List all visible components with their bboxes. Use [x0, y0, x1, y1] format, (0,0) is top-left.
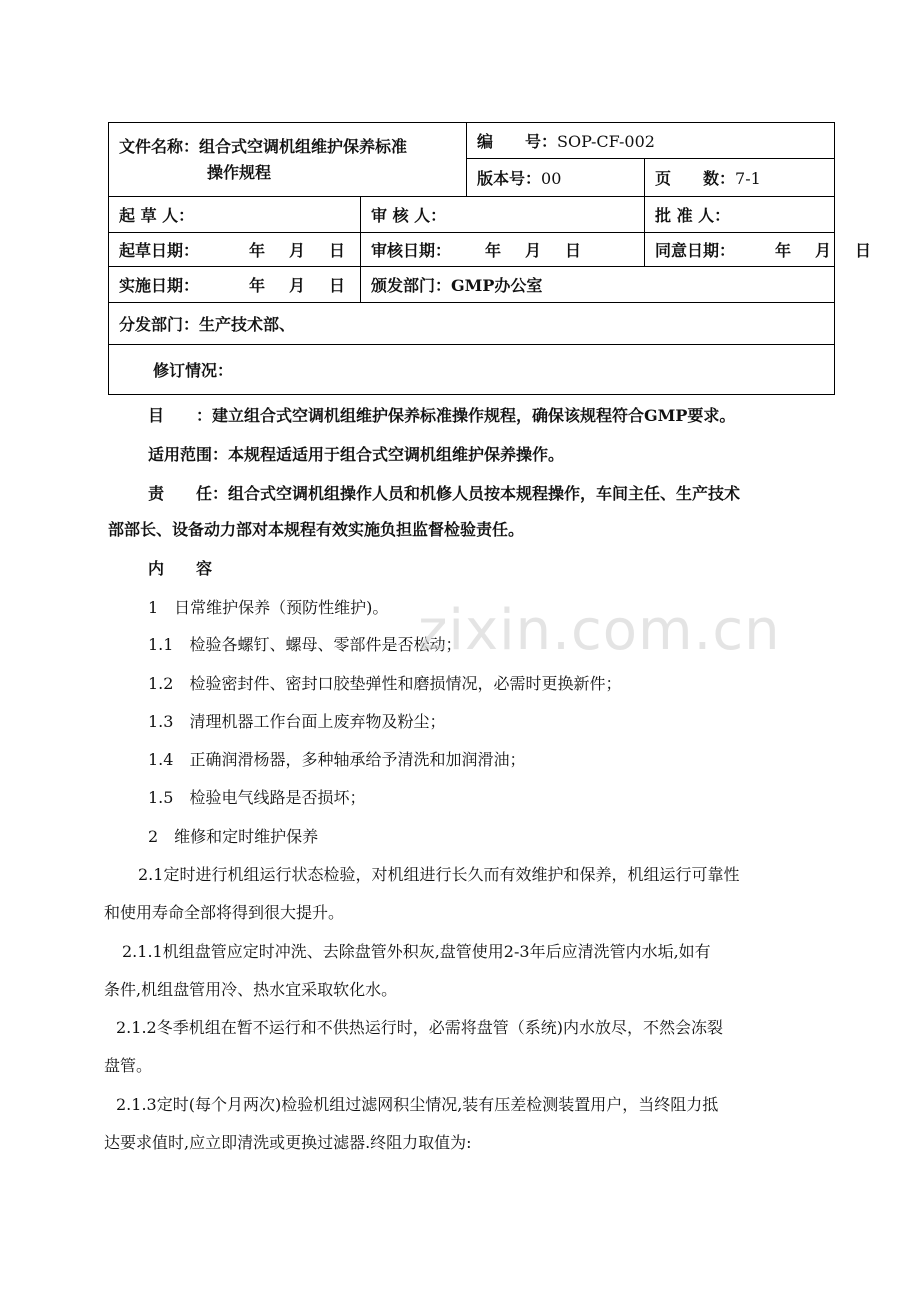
draft-date-cell: [109, 233, 361, 267]
section-2-1-3-line1: [116, 1094, 718, 1116]
drafter-label: 起 草 人：: [119, 206, 195, 225]
purpose-label: 目 ：: [148, 406, 213, 425]
scope-label: 适用范围：: [148, 445, 229, 464]
approver-cell: [645, 197, 835, 233]
pages-cell: [645, 159, 835, 197]
section-2-1-3-line2: [104, 1132, 472, 1154]
section-1-2: [148, 673, 621, 695]
version-label: 版本号：: [477, 169, 542, 188]
draft-year: 年: [249, 241, 266, 260]
approve-date-cell: [645, 233, 872, 267]
approve-day: 日: [855, 241, 872, 260]
issue-dept-value: GMP办公室: [451, 276, 543, 295]
section-2-text: 2 维修和定时维护保养: [148, 827, 319, 846]
code-label: 编 号：: [477, 132, 558, 151]
doc-name-line1: 组合式空调机组维护保养标准: [199, 136, 408, 156]
section-1-1-text: 1.1 检验各螺钉、螺母、零部件是否松动；: [148, 635, 462, 654]
version-cell: [467, 159, 645, 197]
section-2-1-2-line2: [104, 1055, 152, 1077]
impl-month: 月: [289, 276, 306, 295]
doc-name-line2: 操作规程: [207, 162, 272, 182]
dist-dept-value: 生产技术部、: [199, 315, 296, 334]
review-day: 日: [565, 241, 582, 260]
section-2-1-2-text2: 盘管。: [104, 1056, 153, 1075]
purpose-text: 建立组合式空调机组维护保养标准操作规程，确保该规程符合GMP要求。: [212, 406, 736, 425]
pages-value: 7-1: [735, 169, 761, 188]
drafter-cell: [109, 197, 361, 233]
watermark: zixin.com.cn: [418, 598, 781, 663]
responsibility-line2: [108, 519, 524, 541]
section-2-1-line1: [138, 864, 739, 886]
section-2-1-1-line2: [104, 979, 397, 1001]
section-1-1: [148, 634, 461, 656]
version-value: 00: [541, 169, 562, 188]
issue-dept-label: 颁发部门：: [371, 276, 452, 295]
impl-year: 年: [249, 276, 266, 295]
issue-dept-cell: [361, 267, 835, 303]
section-2-1-1-text2: 条件,机组盘管用冷、热水宜采取软化水。: [104, 980, 398, 999]
draft-day: 日: [329, 241, 346, 260]
responsibility-line1: [148, 483, 740, 505]
section-2-1-text2: 和使用寿命全部将得到很大提升。: [104, 903, 345, 922]
review-month: 月: [525, 241, 542, 260]
section-1-2-text: 1.2 检验密封件、密封口胶垫弹性和磨损情况，必需时更换新件；: [148, 674, 622, 693]
review-date-label: 审核日期：: [371, 241, 452, 260]
scope-paragraph: [148, 444, 564, 466]
section-1-4-text: 1.4 正确润滑杨器，多种轴承给予清洗和加润滑油；: [148, 750, 526, 769]
section-2-1-2-text1: 2.1.2冬季机组在暂不运行和不供热运行时，必需将盘管（系统)内水放尽，不然会冻裂: [116, 1018, 723, 1037]
reviewer-label: 审 核 人：: [371, 206, 447, 225]
impl-day: 日: [329, 276, 346, 295]
section-1-5-text: 1.5 检验电气线路是否损坏；: [148, 788, 366, 807]
approve-year: 年: [775, 241, 792, 260]
revision-cell: [109, 345, 835, 395]
code-cell: [467, 123, 835, 159]
reviewer-cell: [361, 197, 645, 233]
content-label: 内 容: [148, 559, 213, 578]
section-1-3-text: 1.3 清理机器工作台面上废弃物及粉尘；: [148, 712, 446, 731]
doc-name-cell: [109, 123, 467, 197]
approver-label: 批 准 人：: [655, 206, 731, 225]
code-value: SOP-CF-002: [557, 132, 655, 151]
dist-dept-cell: [109, 303, 835, 345]
section-2-1-3-text2: 达要求值时,应立即清洗或更换过滤器.终阻力取值为:: [104, 1133, 472, 1152]
resp-label: 责 任：: [148, 484, 229, 503]
approve-month: 月: [815, 241, 832, 260]
purpose-paragraph: [148, 405, 735, 427]
document-header-table: [108, 122, 872, 395]
draft-date-label: 起草日期：: [119, 241, 200, 260]
section-1: [148, 597, 388, 619]
section-1-text: 1 日常维护保养（预防性维护)。: [148, 598, 389, 617]
section-2-1-text1: 2.1定时进行机组运行状态检验，对机组进行长久而有效维护和保养，机组运行可靠性: [138, 865, 740, 884]
resp-line2: 部部长、设备动力部对本规程有效实施负担监督检验责任。: [108, 520, 525, 539]
section-2: [148, 826, 318, 848]
resp-line1: 组合式空调机组操作人员和机修人员按本规程操作，车间主任、生产技术: [228, 484, 741, 503]
pages-label: 页 数：: [655, 169, 736, 188]
section-2-1-line2: [104, 902, 344, 924]
section-1-4: [148, 749, 525, 771]
dist-dept-label: 分发部门：: [119, 315, 200, 334]
section-1-3: [148, 711, 445, 733]
section-2-1-1-line1: [122, 941, 711, 963]
scope-text: 本规程适适用于组合式空调机组维护保养操作。: [228, 445, 565, 464]
impl-date-cell: [109, 267, 361, 303]
revision-label: 修订情况：: [153, 361, 234, 380]
section-2-1-1-text1: 2.1.1机组盘管应定时冲洗、去除盘管外积灰,盘管使用2-3年后应清洗管内水垢,如有: [122, 942, 711, 961]
review-year: 年: [485, 241, 502, 260]
review-date-cell: [361, 233, 645, 267]
impl-date-label: 实施日期：: [119, 276, 200, 295]
draft-month: 月: [289, 241, 306, 260]
doc-name-label: 文件名称：: [119, 136, 200, 156]
section-2-1-2-line1: [116, 1017, 723, 1039]
approve-date-label: 同意日期：: [655, 241, 736, 260]
section-2-1-3-text1: 2.1.3定时(每个月两次)检验机组过滤网积尘情况,装有压差检测装置用户，当终阻力抵: [116, 1095, 719, 1114]
content-heading: [148, 558, 212, 580]
section-1-5: [148, 787, 365, 809]
